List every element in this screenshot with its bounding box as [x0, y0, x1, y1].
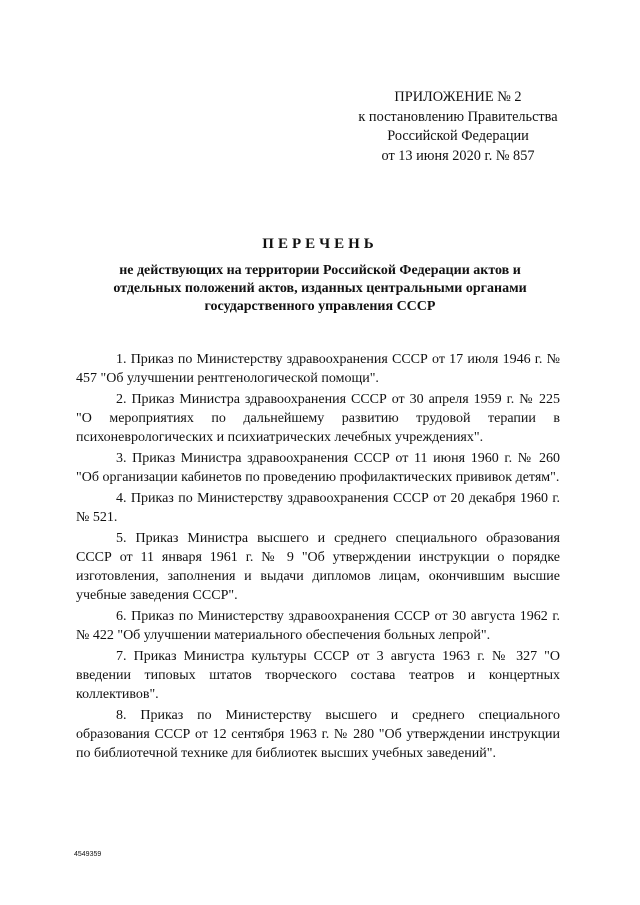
list-item: 6. Приказ по Министерству здравоохранения СССР от 30 августа 1962 г. № 422 "Об улучшении материального обеспечения больных лепрой".: [76, 609, 560, 643]
document-number: 4549359: [74, 851, 102, 858]
list-item: 3. Приказ Министра здравоохранения СССР от 11 июня 1960 г. № 260 "Об организации кабинетов по проведению профилактических прививок детям".: [76, 451, 560, 485]
attachment-government: Российской Федерации: [387, 128, 529, 144]
attachment-resolution: к постановлению Правительства: [358, 108, 558, 125]
document-title: ПЕРЕЧЕНЬ: [262, 236, 378, 252]
subtitle-line: не действующих на территории Российской Федерации актов и: [119, 263, 521, 278]
list-item: 2. Приказ Министра здравоохранения СССР от 30 апреля 1959 г. № 225 "О мероприятиях по дальнейшему развитию трудовой терапии в психоневрологических и психиатрических лечебных учреждениях".: [76, 392, 560, 445]
attachment-date-number: от 13 июня 2020 г. № 857: [381, 147, 535, 164]
list-item: 7. Приказ Министра культуры СССР от 3 августа 1963 г. № 327 "О введении типовых штатов творческого состава театров и концертных коллективов".: [76, 649, 560, 702]
document-subtitle: [60, 262, 580, 316]
subtitle-line: государственного управления СССР: [204, 299, 436, 314]
list-item: 8. Приказ по Министерству высшего и среднего специального образования СССР от 12 сентября 1963 г. № 280 "Об утверждении инструкции по библиотечной технике для библиотек высших учебных заведений".: [76, 708, 560, 761]
acts-list: [76, 350, 560, 765]
list-item: 4. Приказ по Министерству здравоохранения СССР от 20 декабря 1960 г. № 521.: [76, 491, 560, 525]
subtitle-line: отдельных положений актов, изданных центральными органами: [113, 281, 527, 296]
attachment-label: ПРИЛОЖЕНИЕ № 2: [394, 89, 522, 105]
list-item: 1. Приказ по Министерству здравоохранения СССР от 17 июля 1946 г. № 457 "Об улучшении рентгенологической помощи".: [76, 352, 560, 386]
attachment-header: [332, 88, 584, 166]
list-item: 5. Приказ Министра высшего и среднего специального образования СССР от 11 января 1961 г. № 9 "Об утверждении инструкции о порядке изготовления, заполнения и выдачи дипломов лицам, окончившим высшие учебные заведения СССР".: [76, 531, 560, 603]
